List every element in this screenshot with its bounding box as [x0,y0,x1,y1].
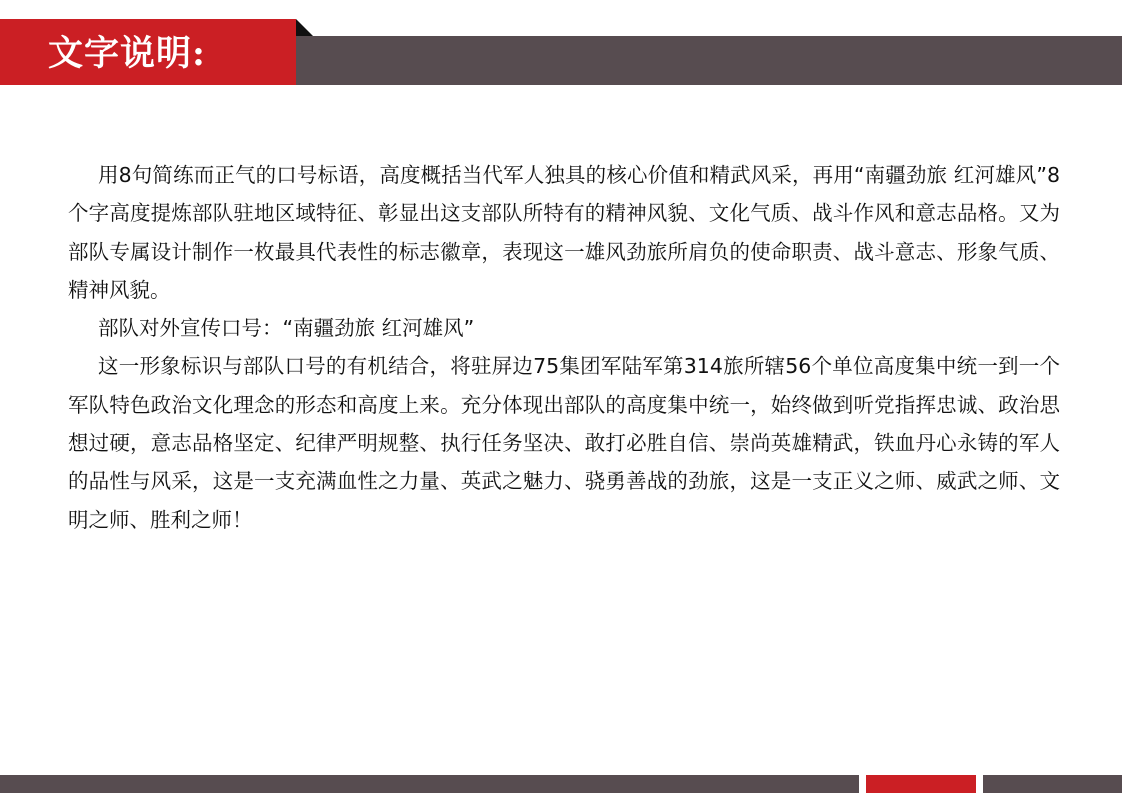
footer-bar-red [866,775,976,793]
description-text [68,156,1060,539]
header-corner-accent [296,19,313,36]
paragraph-details: 这一形象标识与部队口号的有机结合，将驻屏边75集团军陆军第314旅所辖56个单位高度集中统一到一个军队特色政治文化理念的形态和高度上来。充分体现出部队的高度集中统一，始终做到听党指挥忠诚、政治思想过硬，意志品格坚定、纪律严明规整、执行任务坚决、敢打必胜自信、崇尚英雄精武，铁血丹心永铸的军人的品性与风采，这是一支充满血性之力量、英武之魅力、骁勇善战的劲旅，这是一支正义之师、威武之师、文明之师、胜利之师！ [68,354,1060,532]
footer-bar-right [983,775,1122,793]
paragraph-intro: 用8句简练而正气的口号标语，高度概括当代军人独具的核心价值和精武风采，再用“南疆劲旅 红河雄风”8个字高度提炼部队驻地区域特征、彰显出这支部队所特有的精神风貌、文化气质、战斗作风和意志品格。又为部队专属设计制作一枚最具代表性的标志徽章，表现这一雄风劲旅所肩负的使命职责、战斗意志、形象气质、精神风貌。 [68,163,1060,302]
page-title: 文字说明: [48,33,206,74]
footer-bar-left [0,775,859,793]
paragraph-slogan: 部队对外宣传口号：“南疆劲旅 红河雄风” [98,316,475,341]
